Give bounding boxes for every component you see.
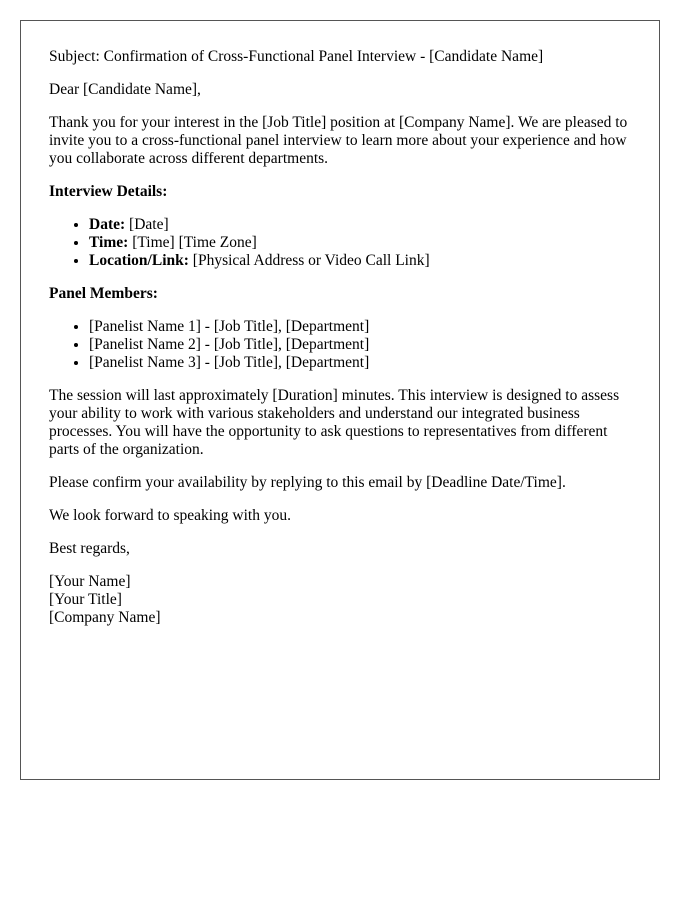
interview-details-heading: Interview Details: (49, 183, 168, 200)
session-paragraph: The session will last approximately [Duration] minutes. This interview is designed to assess your ability to work with various stakeholders and understand our integrated business processes. You will have the opportunity to ask questions to representatives from different parts of the organization. (49, 387, 620, 458)
panel-member-item: • [Panelist Name 2] - [Job Title], [Department] (89, 336, 631, 354)
detail-value: [Time] [Time Zone] (128, 234, 257, 251)
detail-value: [Physical Address or Video Call Link] (188, 252, 430, 269)
detail-label: Location/Link: (89, 252, 189, 269)
signature-company: [Company Name] (49, 609, 161, 626)
panel-member-item: • [Panelist Name 1] - [Job Title], [Department] (89, 318, 631, 336)
intro-paragraph: Thank you for your interest in the [Job Title] position at [Company Name]. We are pleased to invite you to a cross-functional panel interview to learn more about your experience and how you collaborate across different departments. (49, 114, 628, 167)
detail-label: Date: (89, 216, 126, 233)
panel-members-heading: Panel Members: (49, 285, 158, 302)
greeting: Dear [Candidate Name], (49, 81, 201, 98)
detail-label: Time: (89, 234, 129, 251)
panel-members-list (49, 318, 631, 372)
detail-time (89, 234, 631, 252)
signature-name: [Your Name] (49, 573, 131, 590)
closing-line: We look forward to speaking with you. (49, 507, 291, 524)
detail-date (89, 216, 631, 234)
signature-title: [Your Title] (49, 591, 122, 608)
interview-details-list (49, 216, 631, 270)
panel-member-item: • [Panelist Name 3] - [Job Title], [Department] (89, 354, 631, 372)
subject-line: Subject: Confirmation of Cross-Functional Panel Interview - [Candidate Name] (49, 48, 544, 65)
confirm-paragraph: Please confirm your availability by replying to this email by [Deadline Date/Time]. (49, 474, 566, 491)
signature-block (49, 573, 631, 627)
detail-value: [Date] (125, 216, 169, 233)
letter-container (20, 20, 660, 780)
sign-off: Best regards, (49, 540, 130, 557)
detail-location (89, 252, 631, 270)
